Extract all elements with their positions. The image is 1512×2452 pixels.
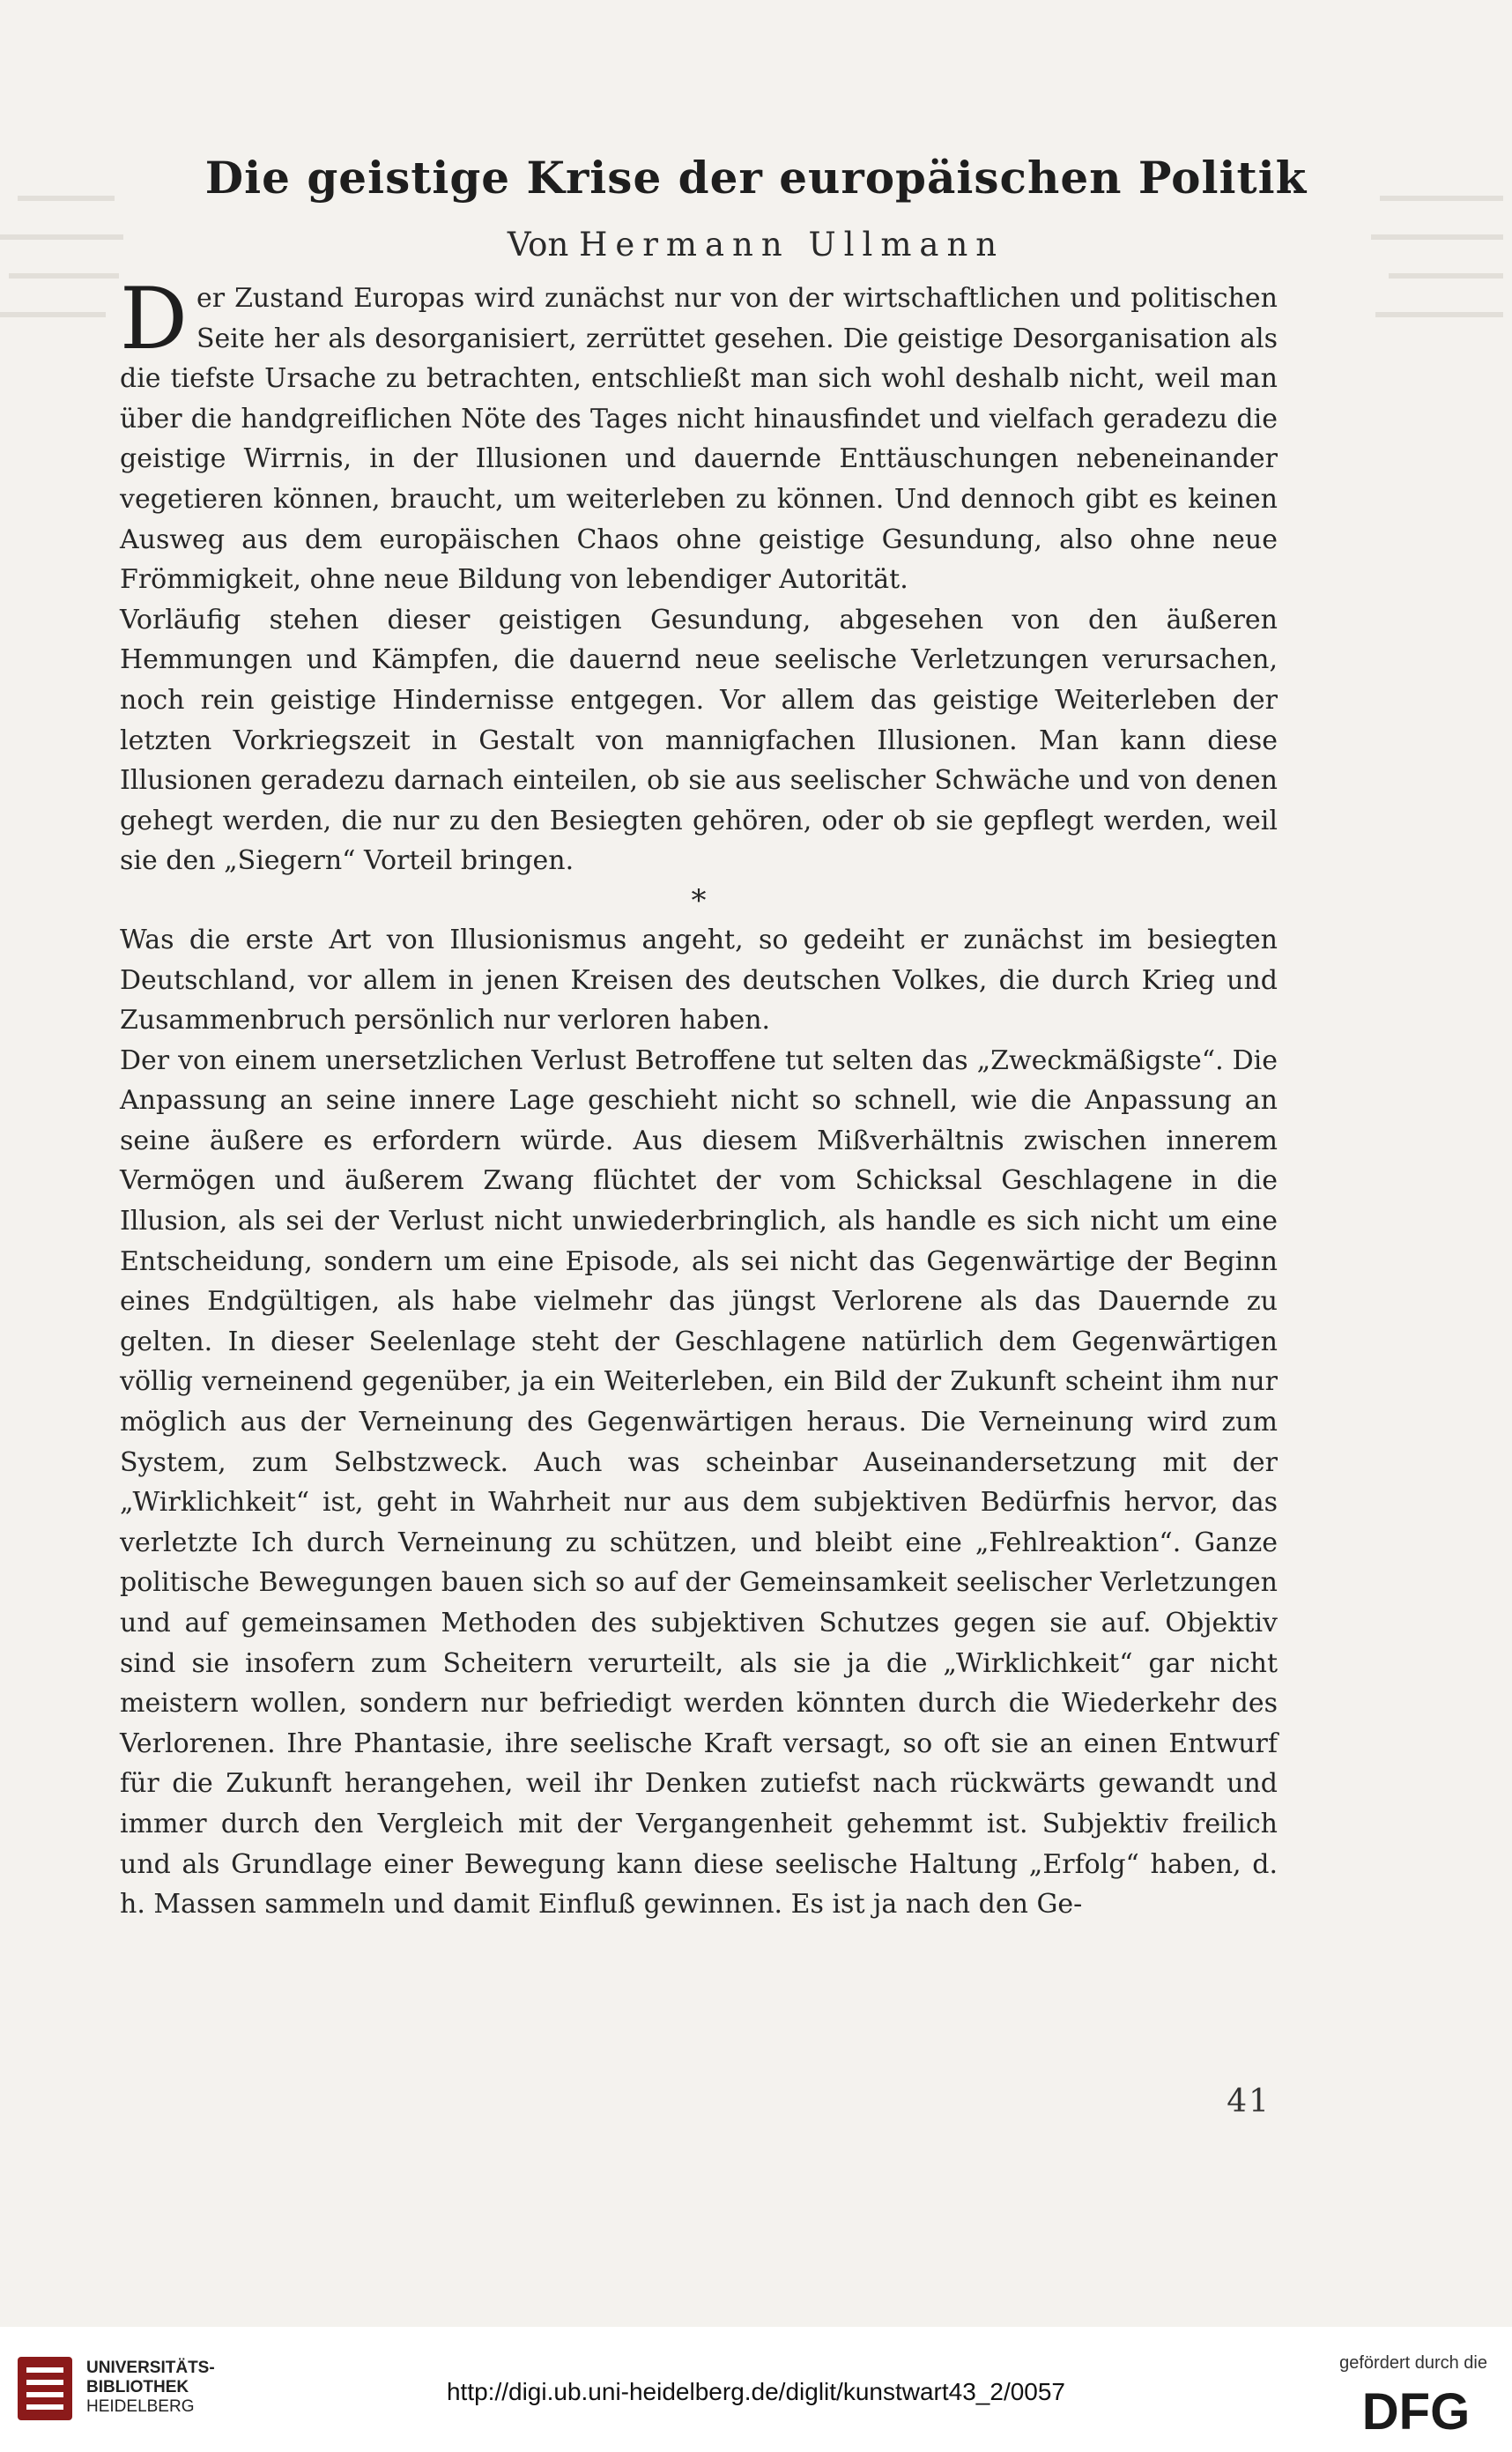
bleed-through-marks-right <box>1353 176 1512 405</box>
article-body <box>120 270 1278 1925</box>
digitization-footer <box>0 2327 1512 2452</box>
paragraph: Vorläufig stehen dieser geistigen Gesundung, abgesehen von den äußeren Hemmungen und Kämpfen, die dauernd neue seelische Verletzungen verursachen, noch rein geistige Hindernisse entgegen. Vor allem das geistige Weiterleben der letzten Vorkriegszeit in Gestalt von mannigfachen Illusionen. Man kann diese Illusionen geradezu darnach einteilen, ob sie aus seelischer Schwäche und von denen gehegt werden, die nur zu den Besiegten gehören, oder ob sie gepflegt werden, weil sie den „Siegern“ Vorteil bringen. <box>120 604 1278 877</box>
byline <box>0 226 1512 264</box>
dfg-logo-text: DFG <box>1361 2383 1471 2436</box>
bleed-through-marks-left <box>0 176 132 405</box>
paragraph: Was die erste Art von Illusionismus angeht, so gedeiht er zunächst im besiegten Deutschland, vor allem in jenen Kreisen des deutschen Volkes, die durch Krieg und Zusammenbruch persönlich nur verloren haben. <box>120 924 1278 1037</box>
permalink-url[interactable]: http://digi.ub.uni-heidelberg.de/diglit/kunstwart43_2/0057 <box>446 2378 1066 2405</box>
institution-line: HEIDELBERG <box>86 2397 195 2416</box>
section-divider: * <box>691 882 707 918</box>
paragraph: Der Zustand Europas wird zunächst nur von der wirtschaftlichen und politischen Seite her als desorganisiert, zerrüttet gesehen. Die geistige Desorganisation als die tiefste Ursache zu betrachten, entschließt man sich wohl deshalb nicht, weil man über die handgreiflichen Nöte des Tages nicht hinausfindet und vielfach geradezu die geistige Wirrnis, in der Illusionen und dauernde Enttäuschungen nebeneinander vegetieren können, braucht, um weiterleben zu können. Und dennoch gibt es keinen Ausweg aus dem europäischen Chaos ohne geistige Gesundung, also ohne neue Frömmigkeit, ohne neue Bildung von lebendiger Autorität. <box>120 270 1278 596</box>
dfg-logo-icon <box>1341 2383 1491 2436</box>
byline-prefix: Von <box>507 226 569 264</box>
author-name: Hermann Ullmann <box>579 226 1005 264</box>
article-title: Die geistige Krise der europäischen Politik <box>204 152 1308 204</box>
bleed-through-left <box>0 176 132 405</box>
bleed-through-right <box>1353 176 1512 405</box>
page-number: 41 <box>1227 2084 1271 2120</box>
paragraph: Der von einem unersetzlichen Verlust Betroffene tut selten das „Zweckmäßigste“. Die Anpassung an seine innere Lage geschieht nicht so schnell, wie die Anpassung an seine äußere es erfordern würde. Aus diesem Mißverhältnis zwischen innerem Vermögen und äußerem Zwang flüchtet der vom Schicksal Geschlagene in die Illusion, als sei der Verlust nicht unwiederbringlich, als handle es sich nicht um eine Entscheidung, sondern um eine Episode, als sei nicht das Gegenwärtige der Beginn eines Endgültigen, als habe vielmehr das jüngst Verlorene als das Dauernde zu gelten. In dieser Seelenlage steht der Geschlagene natürlich dem Gegenwärtigen völlig verneinend gegenüber, ja ein Weiterleben, ein Bild der Zukunft scheint ihm nur möglich aus der Verneinung des Gegenwärtigen heraus. Die Verneinung wird zum System, zum Selbstzweck. Auch was scheinbar Auseinandersetzung mit der „Wirklichkeit“ ist, geht in Wahrheit nur aus dem subjektiven Bedürfnis hervor, das verletzte Ich durch Verneinung zu schützen, und bleibt eine „Fehlreaktion“. Ganze politische Bewegungen bauen sich so auf der Gemeinsamkeit seelischer Verletzungen und auf gemeinsamen Methoden des subjektiven Schutzes gegen sie auf. Objektiv sind sie insofern zum Scheitern verurteilt, als sie ja die „Wirklichkeit“ gar nicht meistern wollen, sondern nur befriedigt werden könnten durch die Wiederkehr des Verlorenen. Ihre Phantasie, ihre seelische Kraft versagt, so oft sie an einen Entwurf für die Zukunft herangehen, weil ihr Denken zutiefst nach rückwärts gewandt und immer durch den Vergleich mit der Vergangenheit gehemmt ist. Subjektiv freilich und als Grundlage einer Bewegung kann diese seelische Haltung „Erfolg“ haben, d. h. Massen sammeln und damit Einfluß gewinnen. Es ist ja nach den Ge- <box>120 1044 1278 1921</box>
funding-note: gefördert durch die <box>1339 2353 1487 2373</box>
institution-line: BIBLIOTHEK <box>86 2378 189 2396</box>
institution-line: UNIVERSITÄTS- <box>86 2359 215 2377</box>
